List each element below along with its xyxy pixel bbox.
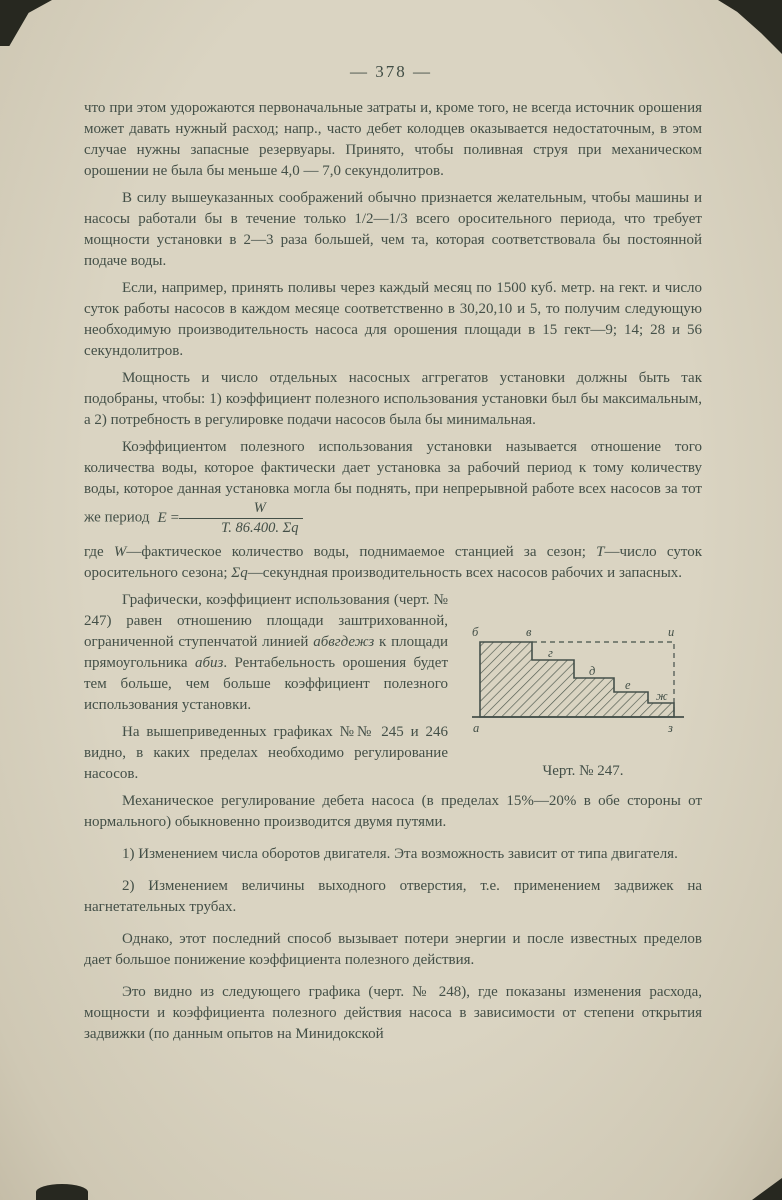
paragraph: Механическое регулирование дебета насоса (в пределах 15%—20% в обе стороны от нормального) обыкновенно производится двумя путями.	[84, 793, 702, 831]
hatched-step-area	[480, 642, 674, 717]
formula-fraction	[179, 500, 302, 536]
figure-caption: Черт. № 247.	[542, 763, 624, 780]
label-d: д	[589, 664, 596, 679]
paragraph: Если, например, принять поливы через каждый месяц по 1500 куб. метр. на гект. и число суток работы насосов в каждом месяце соответственно в 30,20,10 и 5, то получим следующую необходимую производительность насоса для орошения площади в 15 гект—9; 14; 28 и 56 секундолитров.	[84, 280, 702, 359]
paragraph: Мощность и число отдельных насосных аггрегатов установки должны быть так подобраны, чтобы: 1) коэффициент полезного использования установки был бы максимальным, а 2) потребность в регулировке подачи насосов была бы минимальная.	[84, 370, 702, 428]
paragraph-text: —фактическое количество воды, поднимаемое станцией за сезон;	[126, 544, 597, 561]
paragraph-text: к площади прямоугольника	[84, 634, 449, 672]
label-z: з	[668, 721, 673, 736]
step-diagram	[468, 612, 698, 744]
paragraph: 1) Изменением числа оборотов двигателя. Эта возможность зависит от типа двигателя.	[122, 846, 678, 863]
label-zh: ж	[656, 689, 668, 704]
paragraph: 2) Изменением величины выходного отверстия, т.е. применением задвижек на нагнетательных трубах.	[84, 878, 702, 916]
paragraph-text: . Рентабельность орошения будет тем больше, чем больше коэффициент полезного использования установки.	[84, 655, 448, 714]
formula-numerator: W	[179, 500, 302, 519]
label-i: и	[668, 625, 675, 640]
term-step-line: абвгдежз	[313, 634, 375, 651]
paragraph: Это видно из следующего графика (черт. № 248), где показаны изменения расхода, мощности и коэффициента полезного действия насоса в зависимости от степени открытия задвижки (по данным опытов на Минидокской	[84, 984, 702, 1043]
paragraph: что при этом удорожаются первоначальные затраты и, кроме того, не всегда источник орошения может давать нужный расход; напр., часто дебет колодцев оказывается недостаточным, в этом случае нужны запасные резервуары. Принято, чтобы поливная струя при механическом орошении не была бы меньше 4,0 — 7,0 секундолитров.	[84, 100, 702, 179]
paragraph	[84, 542, 702, 584]
label-e: е	[625, 678, 631, 693]
figure-247	[464, 612, 702, 782]
label-a: а	[473, 721, 480, 736]
paragraph-text: —секундная производительность всех насосов рабочих и запасных.	[247, 565, 683, 582]
page-text-column	[84, 98, 702, 1051]
scan-artifact-bottom-right	[752, 1178, 782, 1200]
term-rectangle: абиз	[194, 655, 224, 672]
page-number: — 378 —	[350, 62, 432, 81]
paragraph-text: —число суток оросительного сезона;	[84, 544, 703, 582]
variable-t: Т	[596, 544, 605, 561]
label-b: б	[472, 625, 479, 640]
paragraph: На вышеприведенных графиках №№ 245 и 246 видно, в каких пределах необходимо регулирование насосов.	[84, 724, 448, 783]
variable-sigma-q: Σq	[231, 565, 248, 582]
label-v: в	[526, 625, 532, 640]
paragraph-text: где	[84, 544, 114, 561]
label-g: г	[548, 646, 553, 661]
scan-artifact-top-left	[0, 0, 52, 46]
paragraph-with-formula	[84, 437, 702, 536]
variable-w: W	[113, 544, 127, 561]
formula-equals: =	[170, 509, 180, 526]
paragraph-text: Графически, коэффициент использования (черт. № 247) равен отношению площади заштрихованной, ограниченной ступенчатой линией	[84, 592, 448, 651]
paragraph: В силу вышеуказанных соображений обычно признается желательным, чтобы машины и насосы работали бы в течение только 1/2—1/3 всего оросительного периода, что требует мощности установки в 2—3 раза большей, чем та, которая соответствовала бы постоянной подаче воды.	[84, 190, 702, 269]
formula-lhs: E	[157, 509, 167, 526]
figure-section	[84, 590, 702, 791]
formula-denominator: Т. 86.400. Σq	[221, 519, 299, 536]
paragraph: Однако, этот последний способ вызывает потери энергии и после известных пределов дает большое понижение коэффициента полезного действия.	[84, 931, 702, 969]
paragraph-text: Коэффициентом полезного использования установки называется отношение того количества воды, которое фактически дает установка за рабочий период к тому количеству воды, которое данная установка могла бы поднять, при непрерывной работе всех насосов за тот же период	[84, 439, 702, 526]
scan-artifact-bottom-left	[36, 1184, 88, 1200]
scan-artifact-top-right	[718, 0, 782, 54]
